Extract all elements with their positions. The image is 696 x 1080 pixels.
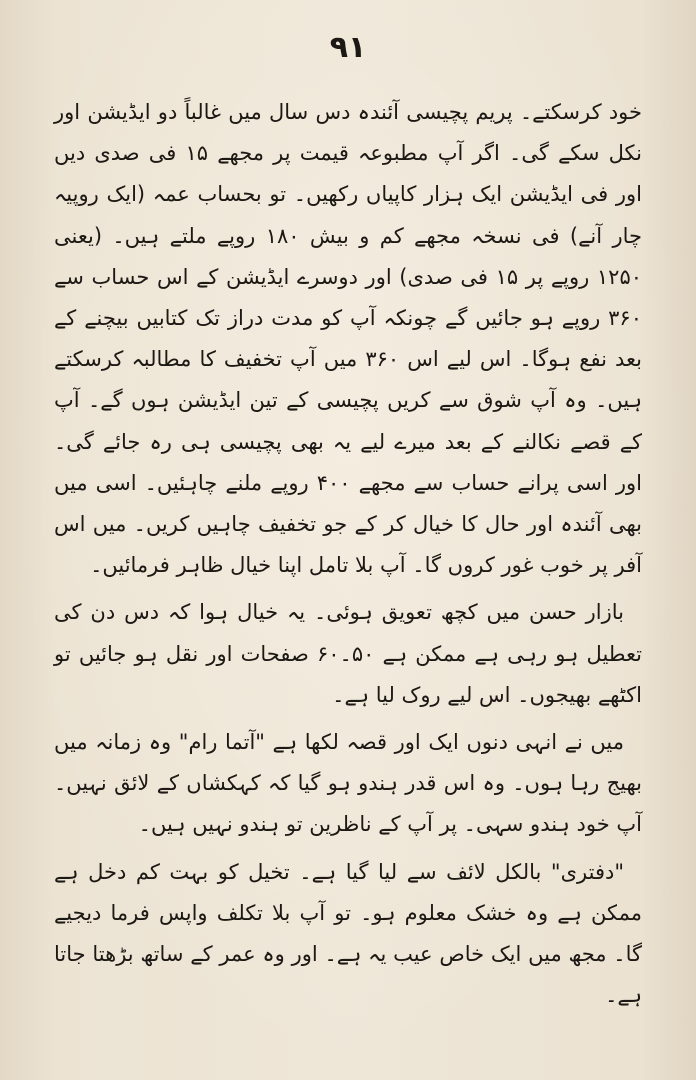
paragraph-3: میں نے انہی دنوں ایک اور قصہ لکھا ہے "آتما رام" وہ زمانہ میں بھیج رہا ہوں۔ وہ اس قدر ہندو ہو گیا کہ کہکشاں کے لائق نہیں۔ آپ خود ہندو سہی۔ پر آپ کے ناظرین تو ہندو نہیں ہیں۔ — [54, 730, 642, 837]
page-body-text — [54, 92, 642, 1016]
paragraph-1: خود کرسکتے۔ پریم پچیسی آئندہ دس سال میں غالباً دو ایڈیشن اور نکل سکے گی۔ اگر آپ مطبوعہ قیمت پر مجھے ۱۵ فی صدی دیں اور فی ایڈیشن ایک ہزار کاپیاں رکھیں۔ تو بحساب عمہ (ایک روپیہ چار آنے) فی نسخہ مجھے کم و بیش ۱۸۰ روپے ملتے ہیں۔ (یعنی ۱۲۵۰ روپے پر ۱۵ فی صدی) اور دوسرے ایڈیشن کے اس حساب سے ۳۶۰ روپے ہو جائیں گے چونکہ آپ کو مدت دراز تک کتابیں بیچنے کے بعد نفع ہوگا۔ اس لیے اس ۳۶۰ میں آپ تخفیف کا مطالبہ کرسکتے ہیں۔ وہ آپ شوق سے کریں پچیسی کے تین ایڈیشن ہوں گے۔ آپ کے قصے نکالنے کے بعد میرے لیے یہ بھی پچیسی ہی رہ جائے گی۔ اور اسی پرانے حساب سے مجھے ۴۰۰ روپے ملنے چاہئیں۔ اسی میں بھی آئندہ اور حال کا خیال کر کے جو تخفیف چاہیں کریں۔ میں اس آفر پر خوب غور کروں گا۔ آپ بلا تامل اپنا خیال ظاہر فرمائیں۔ — [54, 100, 643, 578]
page-number: ۹۱ — [329, 30, 367, 65]
paragraph-2: بازار حسن میں کچھ تعویق ہوئی۔ یہ خیال ہوا کہ دس دن کی تعطیل ہو رہی ہے ممکن ہے ۵۰۔۶۰ صفحات اور نقل ہو جائیں تو اکٹھے بھیجوں۔ اس لیے روک لیا ہے۔ — [54, 600, 642, 707]
paragraph-4: "دفتری" بالکل لائف سے لیا گیا ہے۔ تخیل کو بہت کم دخل ہے ممکن ہے وہ خشک معلوم ہو۔ تو آپ بلا تکلف واپس فرما دیجیے گا۔ مجھ میں ایک خاص عیب یہ ہے۔ اور وہ عمر کے ساتھ بڑھتا جاتا ہے۔ — [54, 859, 642, 1008]
